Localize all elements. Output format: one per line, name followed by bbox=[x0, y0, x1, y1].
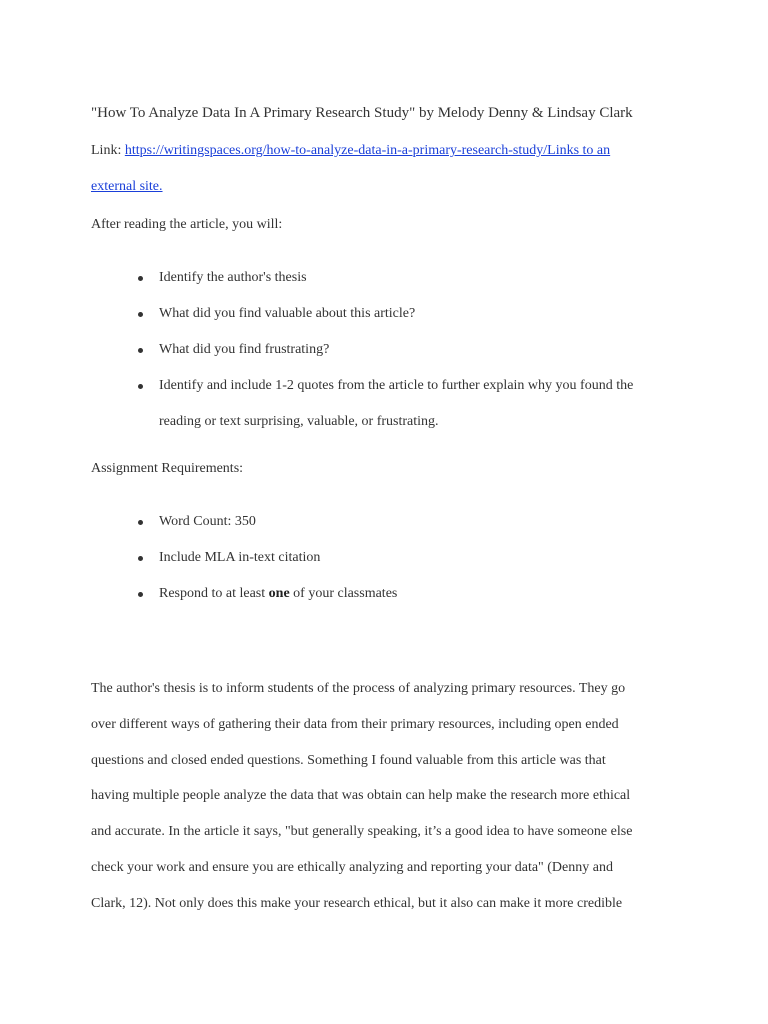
requirements-heading: Assignment Requirements: bbox=[91, 461, 244, 476]
list-item bbox=[0, 504, 679, 540]
intro-text: After reading the article, you will: bbox=[91, 217, 283, 232]
list-item bbox=[0, 332, 679, 368]
list-item bbox=[0, 368, 679, 440]
word-count-text: Word Count: 350 bbox=[159, 514, 256, 529]
article-link-line1: https://writingspaces.org/how-to-analyze-data-in-a-primary-research-study/Links to an bbox=[124, 143, 611, 158]
bullet-icon bbox=[138, 556, 143, 561]
citation-text: Include MLA in-text citation bbox=[159, 550, 321, 565]
bullet-icon bbox=[138, 312, 143, 317]
respond-prefix: Respond to at least bbox=[159, 586, 269, 601]
bullet-icon bbox=[138, 520, 143, 525]
task-list bbox=[0, 260, 679, 440]
task-text-continued: reading or text surprising, valuable, or frustrating. bbox=[159, 414, 439, 429]
respond-suffix: of your classmates bbox=[289, 586, 398, 601]
article-link-line2: external site. bbox=[91, 179, 163, 194]
task-text: Identify the author's thesis bbox=[159, 270, 307, 285]
bullet-icon bbox=[138, 276, 143, 281]
bullet-icon bbox=[138, 384, 143, 389]
essay-response bbox=[91, 671, 691, 922]
task-text: Identify and include 1-2 quotes from the article to further explain why you found the bbox=[159, 378, 634, 393]
essay-line: The author's thesis is to inform students of the process of analyzing primary resources. They go bbox=[91, 681, 626, 696]
bullet-icon bbox=[138, 592, 143, 597]
list-item bbox=[0, 576, 679, 612]
bullet-icon bbox=[138, 348, 143, 353]
task-text: What did you find frustrating? bbox=[159, 342, 330, 357]
article-link-block bbox=[91, 133, 691, 205]
assignment-title: "How To Analyze Data In A Primary Research Study" by Melody Denny & Lindsay Clark bbox=[91, 105, 633, 121]
list-item bbox=[0, 540, 679, 576]
article-link[interactable] bbox=[91, 143, 610, 194]
list-item bbox=[0, 260, 679, 296]
essay-line: having multiple people analyze the data that was obtain can help make the research more ethical bbox=[91, 788, 631, 804]
essay-line: Clark, 12). Not only does this make your research ethical, but it also can make it more credible bbox=[91, 895, 623, 911]
essay-line: questions and closed ended questions. Something I found valuable from this article was that bbox=[91, 752, 606, 768]
requirements-list bbox=[0, 504, 679, 612]
respond-bold: one bbox=[268, 586, 290, 601]
essay-line: check your work and ensure you are ethically analyzing and reporting your data" (Denny and bbox=[91, 859, 613, 875]
task-text: What did you find valuable about this article? bbox=[159, 306, 416, 321]
essay-line: and accurate. In the article it says, "but generally speaking, it’s a good idea to have someone else bbox=[91, 824, 633, 840]
essay-line: over different ways of gathering their data from their primary resources, including open ended bbox=[91, 716, 619, 732]
link-prefix: Link: bbox=[91, 143, 125, 158]
list-item bbox=[0, 296, 679, 332]
